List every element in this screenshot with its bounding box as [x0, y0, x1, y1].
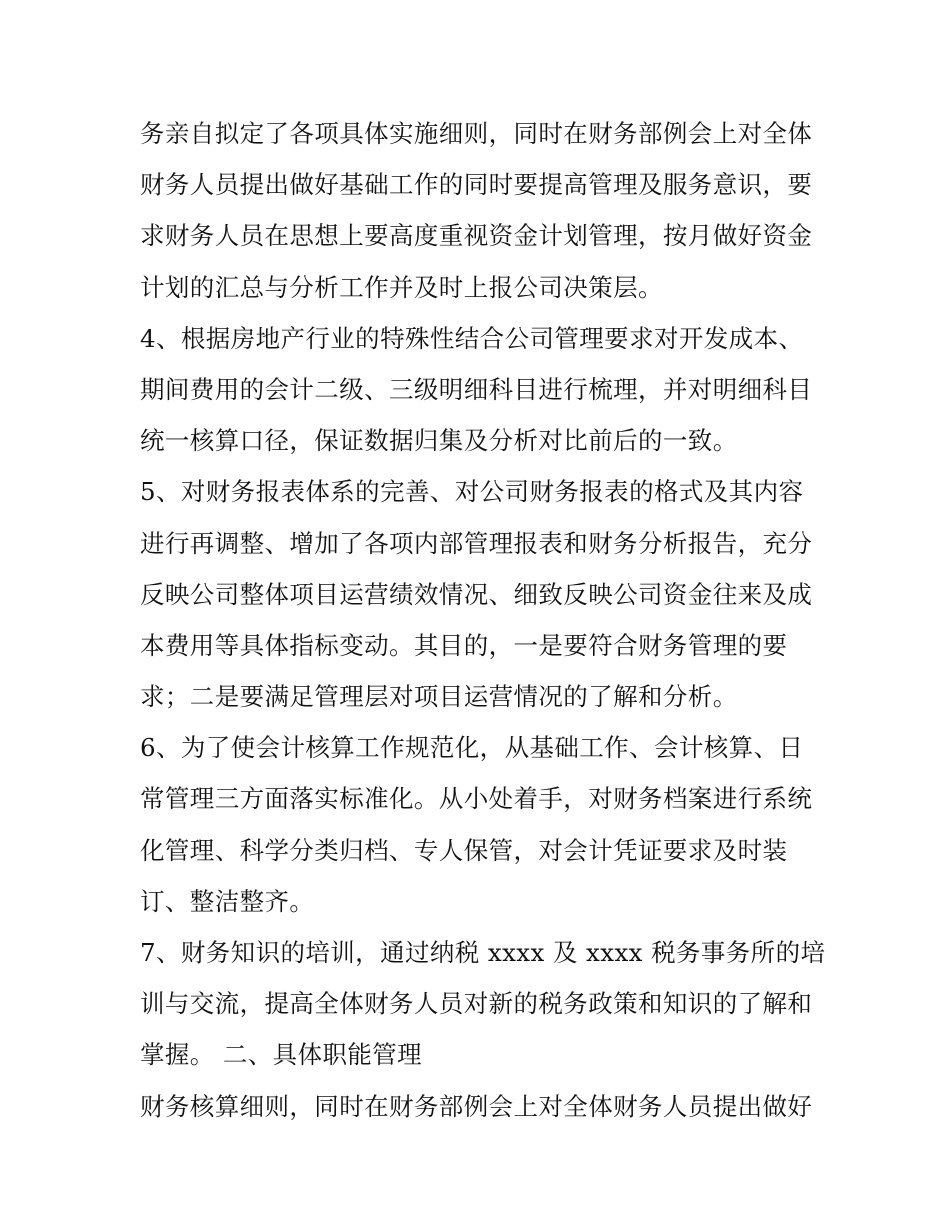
- text-line: 财务核算细则，同时在财务部例会上对全体财务人员提出做好: [140, 1091, 813, 1121]
- text-line: 本费用等具体指标变动。其目的，一是要符合财务管理的要: [140, 630, 788, 660]
- text-line: 订、整洁整齐。: [140, 886, 315, 916]
- body-text: [140, 108, 826, 1132]
- text-line: 求；二是要满足管理层对项目运营情况的了解和分析。: [140, 682, 738, 712]
- text-line: 掌握。 二、具体职能管理: [140, 1040, 423, 1070]
- text-line: 进行再调整、增加了各项内部管理报表和财务分析报告，充分: [140, 528, 813, 558]
- text-line: 7、财务知识的培训，通过纳税 xxxx 及 xxxx 税务事务所的培: [140, 938, 826, 967]
- text-line: 4、根据房地产行业的特殊性结合公司管理要求对开发成本、: [140, 323, 804, 353]
- text-line: 化管理、科学分类归档、专人保管，对会计凭证要求及时装: [140, 835, 788, 865]
- text-line: 财务人员提出做好基础工作的同时要提高管理及服务意识，要: [140, 170, 813, 200]
- text-line: 计划的汇总与分析工作并及时上报公司决策层。: [140, 272, 663, 302]
- text-line: 训与交流，提高全体财务人员对新的税务政策和知识的了解和: [140, 989, 813, 1019]
- text-line: 求财务人员在思想上要高度重视资金计划管理，按月做好资金: [140, 221, 813, 251]
- text-line: 6、为了使会计核算工作规范化，从基础工作、会计核算、日: [140, 733, 804, 763]
- text-line: 务亲自拟定了各项具体实施细则，同时在财务部例会上对全体: [140, 119, 813, 148]
- text-line: 常管理三方面落实标准化。从小处着手，对财务档案进行系统: [140, 784, 813, 814]
- text-line: 期间费用的会计二级、三级明细科目进行梳理，并对明细科目: [140, 374, 813, 404]
- text-line: 5、对财务报表体系的完善、对公司财务报表的格式及其内容: [140, 477, 804, 507]
- text-line: 统一核算口径，保证数据归集及分析对比前后的一致。: [140, 426, 738, 456]
- text-line: 反映公司整体项目运营绩效情况、细致反映公司资金往来及成: [140, 579, 813, 609]
